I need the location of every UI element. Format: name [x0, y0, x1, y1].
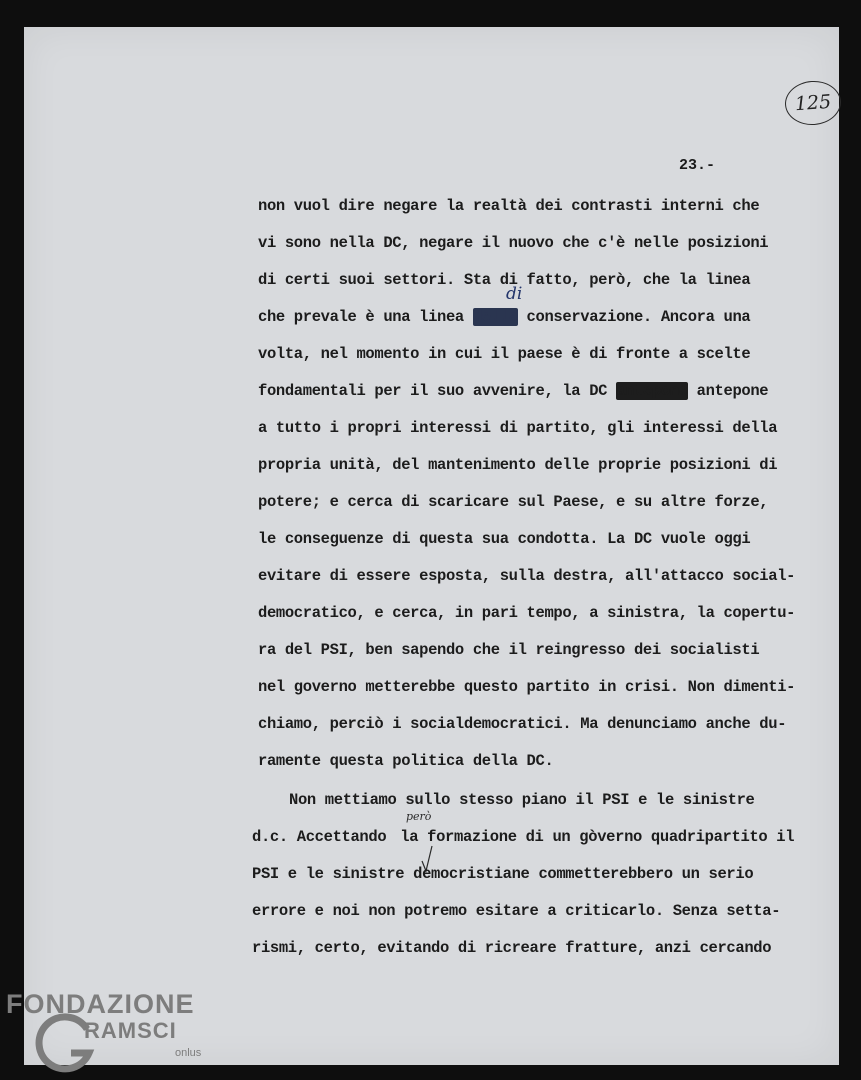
text-line: le conseguenze di questa sua condotta. La DC vuole oggi — [258, 530, 751, 548]
text-line: nel governo metterebbe questo partito in crisi. Non dimenti- — [258, 678, 796, 696]
text-line: potere; e cerca di scaricare sul Paese, e su altre forze, — [258, 493, 769, 511]
logo-subtitle: RAMSCI — [84, 1018, 177, 1043]
text-line: non vuol dire negare la realtà dei contrasti interni che — [258, 197, 760, 215]
text-line — [258, 308, 861, 326]
struck-word: antepone — [616, 382, 688, 400]
fondazione-gramsci-logo — [0, 985, 230, 1080]
text-line: propria unità, del mantenimento delle proprie posizioni di — [258, 456, 778, 474]
text-line: ramente questa politica della DC. — [258, 752, 554, 770]
text-line: democratico, e cerca, in pari tempo, a sinistra, la copertu- — [258, 604, 796, 622]
text-line: rismi, certo, evitando di ricreare fratture, anzi cercando — [252, 939, 772, 957]
logo-title: FONDAZIONE — [6, 989, 195, 1019]
text-line: errore e noi non potremo esitare a criticarlo. Senza setta- — [252, 902, 781, 920]
struck-word: della — [472, 308, 518, 326]
handwritten-insert-di: di — [506, 284, 523, 304]
archive-number: 125 — [794, 90, 832, 116]
text-line — [252, 828, 861, 846]
text-line: chiamo, perciò i socialdemocratici. Ma denunciamo anche du- — [258, 715, 787, 733]
page-number: 23.- — [679, 157, 716, 174]
text-line: vi sono nella DC, negare il nuovo che c'è nelle posizioni — [258, 234, 769, 252]
text-line-rest: antepone — [687, 382, 769, 400]
text-line: evitare di essere esposta, sulla destra, all'attacco social- — [258, 567, 796, 585]
archive-number-stamp — [784, 79, 843, 127]
text-line-rest: la formazione di un gòverno quadripartito il — [400, 828, 795, 846]
text-line: di certi suoi settori. Sta di fatto, però, che la linea — [258, 271, 751, 289]
text-line — [258, 382, 861, 400]
text-line: Non mettiamo sullo stesso piano il PSI e le sinistre — [289, 791, 755, 809]
text-line: PSI e le sinistre democristiane commetterebbero un serio — [252, 865, 754, 883]
text-line: a tutto i propri interessi di partito, gli interessi della — [258, 419, 778, 437]
text-line-start: che prevale è una linea — [258, 308, 473, 326]
text-line: volta, nel momento in cui il paese è di fronte a scelte — [258, 345, 751, 363]
document-page — [24, 27, 839, 1065]
text-line-rest: conservazione. Ancora una — [517, 308, 751, 326]
handwritten-insert-pero: però — [406, 810, 432, 823]
text-line: ra del PSI, ben sapendo che il reingresso dei socialisti — [258, 641, 760, 659]
text-line-start: d.c. Accettando — [252, 828, 387, 846]
logo-onlus: onlus — [175, 1047, 202, 1059]
text-line-start: fondamentali per il suo avvenire, la DC — [258, 382, 617, 400]
